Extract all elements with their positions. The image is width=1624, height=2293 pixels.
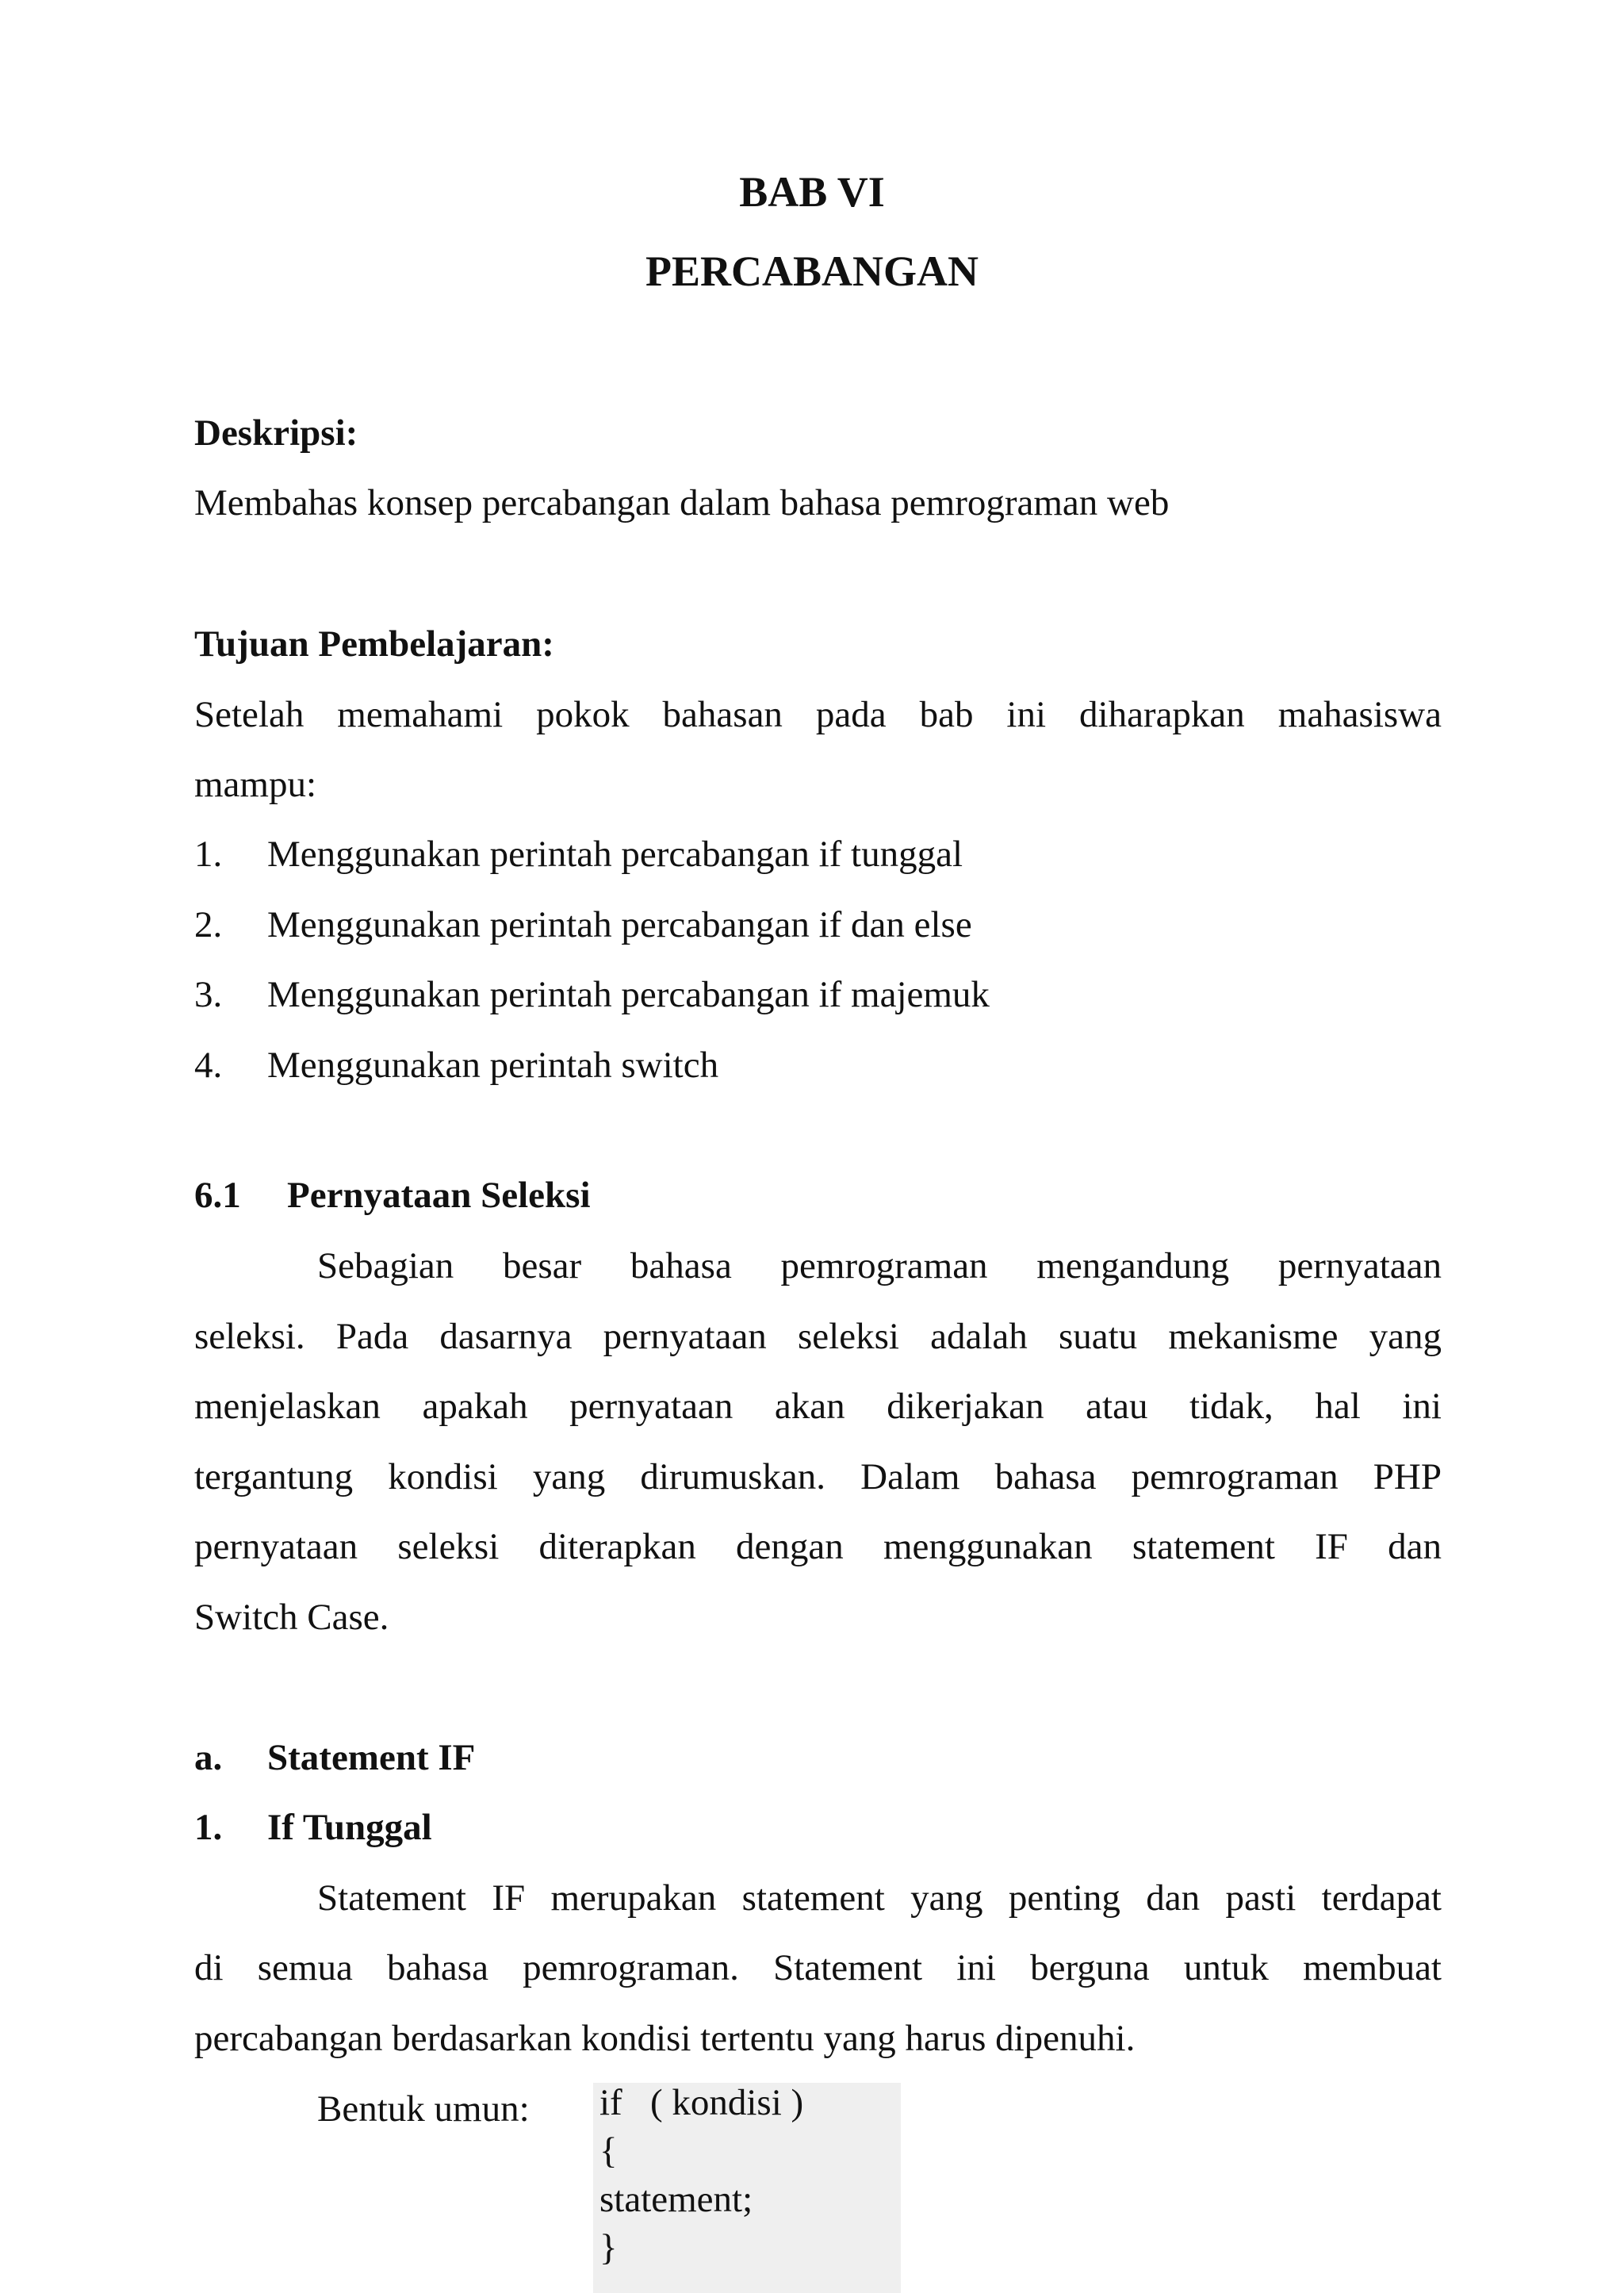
list-item-text: Menggunakan perintah percabangan if dan else [267, 904, 972, 945]
subsection-title: If Tunggal [267, 1807, 432, 1848]
paragraph-line: Statement IF merupakan statement yang penting dan pasti terdapat [317, 1877, 1442, 1919]
list-item-number: 2. [194, 904, 223, 945]
list-item-text: Menggunakan perintah percabangan if tunggal [267, 834, 963, 875]
code-line: } [599, 2227, 618, 2268]
paragraph-line: pernyataan seleksi diterapkan dengan menggunakan statement IF dan [194, 1526, 1442, 1567]
subsection-label: a. [194, 1737, 223, 1778]
code-line: { [599, 2130, 618, 2172]
objectives-intro-line-2: mampu: [194, 764, 317, 805]
section-title: Pernyataan Seleksi [287, 1175, 591, 1216]
paragraph-line: di semua bahasa pemrograman. Statement ini berguna untuk membuat [194, 1947, 1442, 1988]
code-line: if ( kondisi ) [599, 2082, 804, 2123]
paragraph-line: tergantung kondisi yang dirumuskan. Dalam bahasa pemrograman PHP [194, 1456, 1442, 1497]
objectives-heading: Tujuan Pembelajaran: [194, 623, 554, 665]
paragraph-line: seleksi. Pada dasarnya pernyataan seleksi adalah suatu mekanisme yang [194, 1316, 1442, 1357]
list-item-number: 3. [194, 974, 223, 1015]
list-item-text: Menggunakan perintah percabangan if majemuk [267, 974, 990, 1015]
paragraph-line: menjelaskan apakah pernyataan akan dikerjakan atau tidak, hal ini [194, 1386, 1442, 1427]
code-line: statement; [599, 2179, 753, 2220]
objectives-intro-line-1: Setelah memahami pokok bahasan pada bab ini diharapkan mahasiswa [194, 694, 1442, 735]
description-text: Membahas konsep percabangan dalam bahasa pemrograman web [194, 482, 1170, 523]
paragraph-line: Sebagian besar bahasa pemrograman mengandung pernyataan [317, 1245, 1442, 1286]
description-heading: Deskripsi: [194, 412, 358, 454]
section-number: 6.1 [194, 1175, 241, 1216]
list-item-number: 1. [194, 834, 223, 875]
chapter-number: BAB VI [739, 168, 885, 216]
paragraph-line: percabangan berdasarkan kondisi tertentu yang harus dipenuhi. [194, 2018, 1136, 2059]
list-item-number: 4. [194, 1045, 223, 1086]
chapter-title: PERCABANGAN [645, 247, 979, 295]
paragraph-line: Switch Case. [194, 1597, 389, 1638]
subsection-label: 1. [194, 1807, 223, 1848]
general-form-label: Bentuk umun: [317, 2088, 530, 2130]
subsection-title: Statement IF [267, 1737, 476, 1778]
list-item-text: Menggunakan perintah switch [267, 1045, 719, 1086]
